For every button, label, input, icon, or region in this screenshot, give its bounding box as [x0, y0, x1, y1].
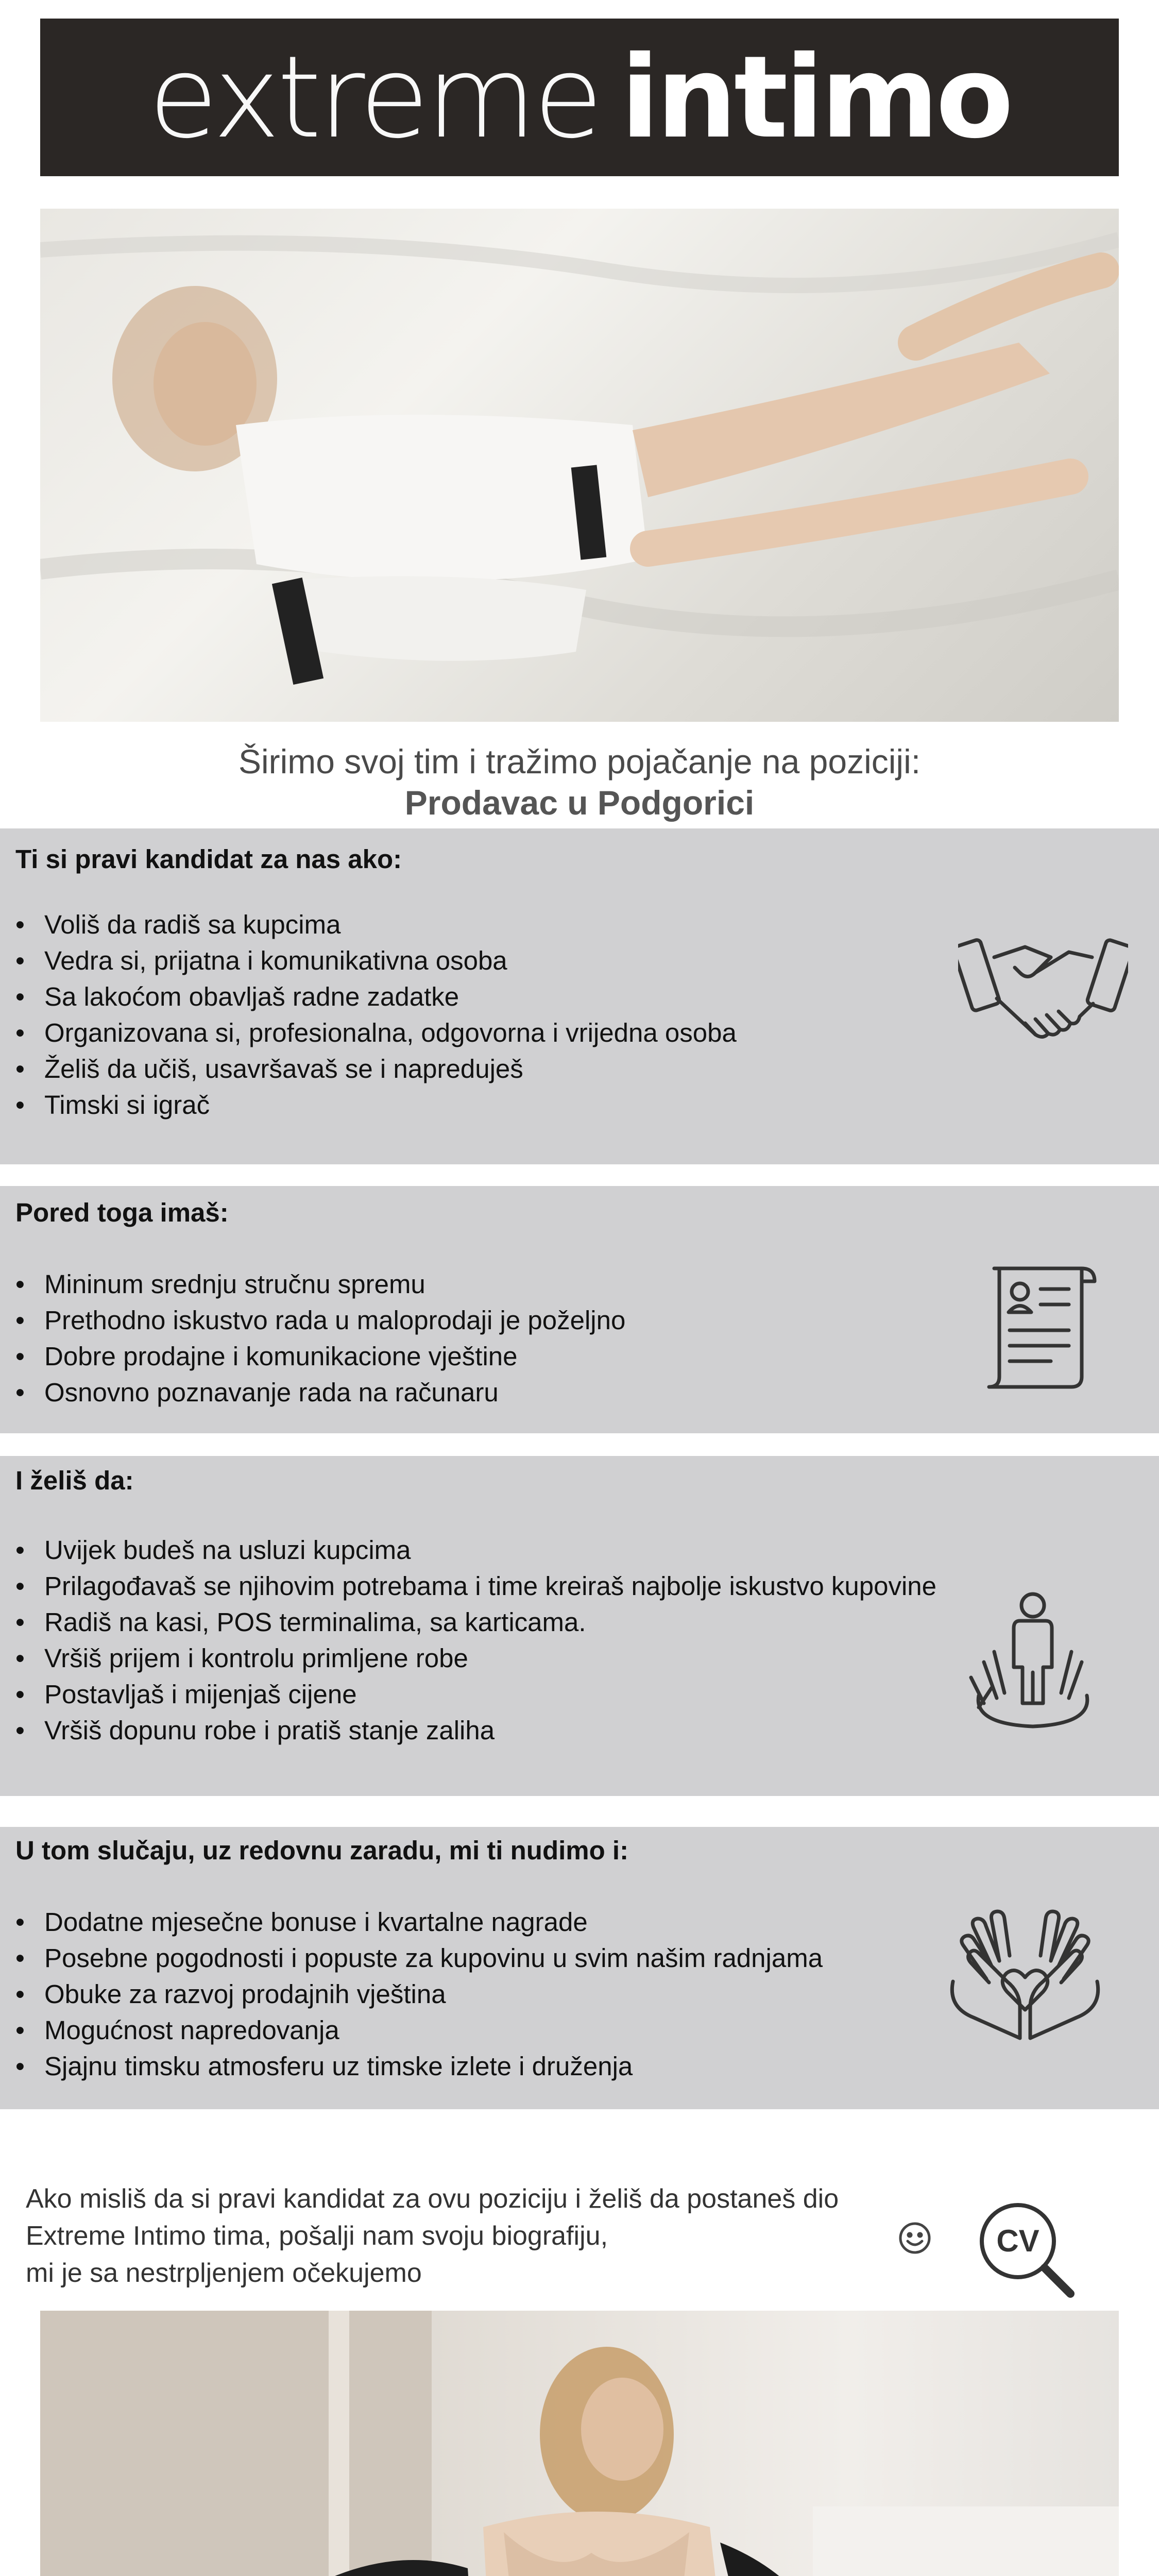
list-item: • Mogućnost napredovanja [15, 2012, 823, 2048]
intro-text: Širimo svoj tim i tražimo pojačanje na poziciji: [238, 742, 921, 781]
model-photo [40, 2311, 1119, 2576]
bullet-list [15, 1904, 823, 2084]
hero-photo [40, 209, 1119, 722]
list-item: • Radiš na kasi, POS terminalima, sa karticama. [15, 1604, 936, 1640]
list-item: • Sa lakoćom obavljaš radne zadatke [15, 979, 737, 1015]
list-item: • Timski si igrač [15, 1087, 737, 1123]
list-item: • Posebne pogodnosti i popuste za kupovinu u svim našim radnjama [15, 1940, 823, 1976]
list-item: • Organizovana si, profesionalna, odgovorna i vrijedna osoba [15, 1015, 737, 1051]
list-item: • Vedra si, prijatna i komunikativna osoba [15, 943, 737, 979]
cv-magnifier-icon [973, 2196, 1081, 2304]
closing-line: Extreme Intimo tima, pošalji nam svoju biografiju, [26, 2221, 608, 2251]
bullet-list [15, 1532, 936, 1749]
closing-text [26, 2180, 839, 2292]
list-item: • Sjajnu timsku atmosferu uz timske izlete i druženja [15, 2048, 823, 2084]
logo-banner-top [40, 19, 1119, 176]
section-heading: Ti si pravi kandidat za nas ako: [15, 844, 402, 874]
bullet-list [15, 907, 737, 1123]
person-highlight-icon [963, 1585, 1102, 1739]
section-requirements [0, 1186, 1159, 1433]
section-candidate [0, 828, 1159, 1164]
closing-line: mi je sa nestrpljenjem očekujemo [26, 2258, 422, 2288]
list-item: • Mininum srednju stručnu spremu [15, 1266, 625, 1302]
section-heading: Pored toga imaš: [15, 1198, 229, 1227]
section-benefits [0, 1827, 1159, 2109]
resume-document-icon [979, 1258, 1102, 1392]
section-heading: I želiš da: [15, 1466, 134, 1495]
hands-heart-icon [943, 1904, 1107, 2048]
handshake-icon [958, 911, 1128, 1050]
list-item: • Osnovno poznavanje rada na računaru [15, 1375, 625, 1411]
cv-label: CV [996, 2224, 1039, 2258]
closing-line: Ako misliš da si pravi kandidat za ovu poziciju i želiš da postaneš dio [26, 2184, 839, 2214]
smiley-icon [897, 2221, 932, 2256]
section-duties [0, 1456, 1159, 1796]
list-item: • Dodatne mjesečne bonuse i kvartalne nagrade [15, 1904, 823, 1940]
list-item: • Postavljaš i mijenjaš cijene [15, 1676, 936, 1713]
brand-logo: extreme intimo [148, 31, 1011, 163]
list-item: • Vršiš dopunu robe i pratiš stanje zaliha [15, 1713, 936, 1749]
bullet-list [15, 1266, 625, 1411]
section-heading: U tom slučaju, uz redovnu zaradu, mi ti nudimo i: [15, 1836, 629, 1865]
list-item: • Želiš da učiš, usavršavaš se i napreduješ [15, 1051, 737, 1087]
list-item: • Vršiš prijem i kontrolu primljene robe [15, 1640, 936, 1676]
position-title: Prodavac u Podgorici [404, 784, 755, 822]
list-item: • Uvijek budeš na usluzi kupcima [15, 1532, 936, 1568]
list-item: • Prilagođavaš se njihovim potrebama i time kreiraš najbolje iskustvo kupovine [15, 1568, 936, 1604]
list-item: • Prethodno iskustvo rada u maloprodaji je poželjno [15, 1302, 625, 1338]
list-item: • Dobre prodajne i komunikacione vještine [15, 1338, 625, 1375]
list-item: • Obuke za razvoj prodajnih vještina [15, 1976, 823, 2012]
list-item: • Voliš da radiš sa kupcima [15, 907, 737, 943]
